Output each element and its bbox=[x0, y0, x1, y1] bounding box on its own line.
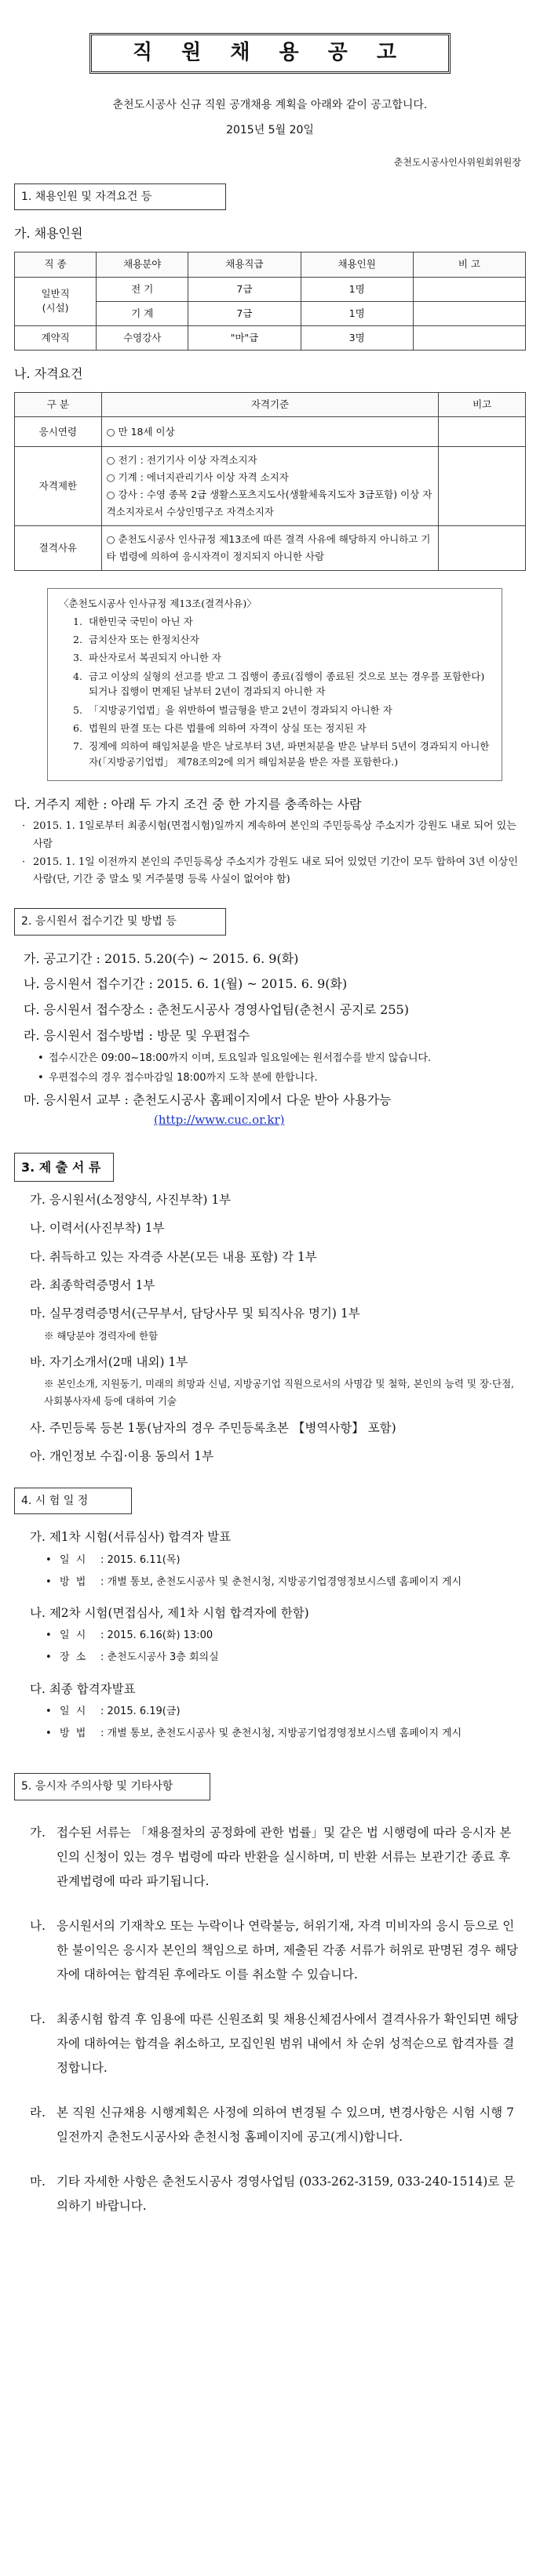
table-row bbox=[15, 277, 526, 301]
notice-date: 2015년 5월 20일 bbox=[226, 124, 314, 137]
list-item: 가. 응시원서(소정양식, 사진부착) 1부 bbox=[30, 1193, 232, 1208]
table-cell: 응시연령 bbox=[15, 417, 102, 447]
note-item: • 우편접수의 경우 접수마감일 18:00까지 도착 분에 한합니다. bbox=[38, 1071, 318, 1084]
table-cell: 7급 bbox=[188, 277, 301, 301]
info-line: 라. 응시원서 접수방법 : 방문 및 우편접수 bbox=[24, 1027, 250, 1043]
table-row bbox=[15, 447, 526, 526]
notice-title: 직 원 채 용 공 고 bbox=[89, 33, 451, 74]
section-1-heading: 1. 채용인원 및 자격요건 등 bbox=[14, 183, 226, 210]
list-item: 마. 실무경력증명서(근무부서, 담당사무 및 퇴직사유 명기) 1부 bbox=[30, 1306, 360, 1321]
table-cell: 계약직 bbox=[15, 325, 97, 350]
caution-item: 다. 최종시험 합격 후 임용에 따른 신원조회 및 채용신체검사에서 결격사유가 확인되면 해당자에 대하여는 합격을 취소하고, 모집인원 범위 내에서 차 순위 성적순으로 합격자를 결정합니다. bbox=[30, 2011, 519, 2075]
schedule-detail: • 일 시 : 2015. 6.19(금) bbox=[46, 1706, 181, 1718]
hiring-count-heading: 가. 채용인원 bbox=[14, 226, 83, 242]
table-cell bbox=[439, 417, 526, 447]
table-cell: 기 계 bbox=[97, 301, 188, 325]
list-item: 아. 개인정보 수집·이용 동의서 1부 bbox=[30, 1449, 214, 1464]
section-2-heading: 2. 응시원서 접수기간 및 방법 등 bbox=[14, 908, 226, 935]
list-note: ※ 해당분야 경력자에 한함 bbox=[44, 1329, 159, 1342]
hiring-table bbox=[14, 252, 526, 351]
table-header: 비고 bbox=[439, 393, 526, 417]
qualification-line: ○ 전기 : 전기기사 이상 자격소지자 bbox=[106, 454, 257, 467]
list-item: 1. 대한민국 국민이 아닌 자 bbox=[73, 615, 193, 627]
table-cell bbox=[413, 277, 525, 301]
list-item: 다. 취득하고 있는 자격증 사본(모든 내용 포함) 각 1부 bbox=[30, 1249, 317, 1264]
issuing-org: 춘천도시공사인사위원회위원장 bbox=[393, 156, 521, 168]
cautions bbox=[14, 1821, 526, 2218]
table-header: 채용직급 bbox=[188, 253, 301, 277]
list-item: 2. 금치산자 또는 한정치산자 bbox=[73, 634, 199, 646]
schedule-detail: • 방 법 : 개별 통보, 춘천도시공사 및 춘천시청, 지방공기업경영정보시스템 홈페이지 게시 bbox=[46, 1575, 462, 1588]
note-item: • 접수시간은 09:00~18:00까지 이며, 토요일과 일요일에는 원서접수를 받지 않습니다. bbox=[38, 1052, 432, 1064]
table-row bbox=[15, 417, 526, 447]
table-cell: 1명 bbox=[301, 277, 413, 301]
section-3-heading: 3. 제 출 서 류 bbox=[14, 1153, 114, 1182]
intro-text: 춘천도시공사 신규 직원 공개채용 계획을 아래와 같이 공고합니다. bbox=[112, 99, 428, 111]
list-item: 5. 「지방공기업법」을 위반하여 벌금형을 받고 2년이 경과되지 아니한 자 bbox=[73, 703, 392, 716]
qualification-heading: 나. 자격요건 bbox=[14, 365, 83, 381]
list-item: 6. 법원의 판결 또는 다른 법률에 의하여 자격이 상실 또는 정지된 자 bbox=[73, 721, 367, 734]
list-item: · 2015. 1. 1일로부터 최종시험(면접시험)일까지 계속하여 본인의 주민등록상 주소지가 강원도 내로 되어 있는 사람 bbox=[22, 820, 516, 850]
document-list bbox=[30, 1190, 526, 1467]
list-item: 사. 주민등록 등본 1통(남자의 경우 주민등록초본 【병역사항】 포함) bbox=[30, 1421, 396, 1436]
homepage-link[interactable]: (http://www.cuc.or.kr) bbox=[154, 1113, 285, 1128]
table-header: 직 종 bbox=[15, 253, 97, 277]
list-item: 라. 최종학력증명서 1부 bbox=[30, 1278, 155, 1293]
qualification-table bbox=[14, 392, 526, 570]
table-header: 채용분야 bbox=[97, 253, 188, 277]
list-item: 3. 파산자로서 복권되지 아니한 자 bbox=[73, 652, 221, 664]
table-cell bbox=[413, 301, 525, 325]
schedule-step: 다. 최종 합격자발표 bbox=[30, 1681, 136, 1696]
info-line: 나. 응시원서 접수기간 : 2015. 6. 1(월) ~ 2015. 6. 9(화) bbox=[24, 976, 348, 992]
section-5-heading: 5. 응시자 주의사항 및 기타사항 bbox=[14, 1773, 210, 1800]
table-cell bbox=[439, 447, 526, 526]
list-item: 4. 금고 이상의 실형의 선고를 받고 그 집행이 종료(집행이 종료된 것으로 보는 경우를 포함한다)되거나 집행이 면제된 날부터 2년이 경과되지 아니한 자 bbox=[73, 670, 485, 698]
table-cell bbox=[439, 525, 526, 570]
schedule-detail: • 방 법 : 개별 통보, 춘천도시공사 및 춘천시청, 지방공기업경영정보시스템 홈페이지 게시 bbox=[46, 1728, 462, 1740]
table-cell: 7급 bbox=[188, 301, 301, 325]
list-item: 7. 징계에 의하여 해임처분을 받은 날로부터 3년, 파면처분을 받은 날부터 5년이 경과되지 아니한 자(「지방공기업법」 제78조의2에 의거 해임처분을 받은 자를 포함한다.) bbox=[73, 740, 490, 768]
schedule-detail: • 일 시 : 2015. 6.11(목) bbox=[46, 1553, 181, 1566]
table-row bbox=[15, 325, 526, 350]
table-header: 구 분 bbox=[15, 393, 102, 417]
section-4-heading: 4. 시 험 일 정 bbox=[14, 1488, 132, 1514]
table-cell: 일반직 (시설) bbox=[15, 277, 97, 325]
caution-item: 마. 기타 자세한 사항은 춘천도시공사 경영사업팀 (033-262-3159, 033-240-1514)로 문의하기 바랍니다. bbox=[30, 2174, 516, 2213]
table-cell: 수영강사 bbox=[97, 325, 188, 350]
table-cell: ○ 만 18세 이상 bbox=[101, 417, 439, 447]
list-item: 나. 이력서(사진부착) 1부 bbox=[30, 1221, 165, 1236]
table-cell: 3명 bbox=[301, 325, 413, 350]
table-row bbox=[15, 525, 526, 570]
caution-item: 라. 본 직원 신규채용 시행계획은 사정에 의하여 변경될 수 있으며, 변경사항은 시험 시행 7일전까지 춘천도시공사와 춘천시청 홈페이지에 공고(게시)합니다. bbox=[30, 2105, 514, 2144]
application-info bbox=[24, 948, 526, 1048]
table-cell: 1명 bbox=[301, 301, 413, 325]
schedule-step: 가. 제1차 시험(서류심사) 합격자 발표 bbox=[30, 1530, 232, 1545]
list-note: ※ 본인소개, 지원동기, 미래의 희망과 신념, 지방공기업 직원으로서의 사명감 및 철학, 본인의 능력 및 장·단점, 사회봉사자세 등에 대하여 기술 bbox=[44, 1378, 515, 1408]
table-cell bbox=[413, 325, 525, 350]
table-header: 비 고 bbox=[413, 253, 525, 277]
residence-conditions bbox=[22, 818, 526, 889]
excerpt-title: 〈춘천도시공사 인사규정 제13조(결격사유)〉 bbox=[59, 597, 257, 609]
schedule-detail: • 일 시 : 2015. 6.16(화) 13:00 bbox=[46, 1630, 213, 1642]
table-cell: "마"급 bbox=[188, 325, 301, 350]
caution-item: 나. 응시원서의 기재착오 또는 누락이나 연락불능, 허위기재, 자격 미비자의 응시 등으로 인한 불이익은 응시자 본인의 책임으로 하며, 제출된 각종 서류가 허위로 판명된 경우 해당자에 대하여는 합격된 후에라도 이를 취소할 수 있습니다. bbox=[30, 1918, 519, 1982]
residence-heading: 다. 거주지 제한 : 아래 두 가지 조건 중 한 가지를 충족하는 사람 bbox=[14, 797, 362, 812]
caution-item: 가. 접수된 서류는 「채용절차의 공정화에 관한 법률」및 같은 법 시행령에 따라 응시자 본인의 신청이 있는 경우 법령에 따라 반환을 실시하며, 미 반환 서류는 보관기간 종료 후 관계법령에 따라 파기됩니다. bbox=[30, 1825, 512, 1888]
table-cell: ○ 춘천도시공사 인사규정 제13조에 따른 결격 사유에 해당하지 아니하고 기타 법령에 의하여 응시자격이 정지되지 아니한 사람 bbox=[101, 525, 439, 570]
list-item: 바. 자기소개서(2매 내외) 1부 bbox=[30, 1355, 188, 1369]
schedule-step: 나. 제2차 시험(면접심사, 제1차 시험 합격자에 한함) bbox=[30, 1605, 309, 1620]
info-line: 가. 공고기간 : 2015. 5.20(수) ~ 2015. 6. 9(화) bbox=[24, 950, 299, 966]
qualification-line: ○ 기계 : 에너지관리기사 이상 자격 소지자 bbox=[106, 471, 289, 484]
exam-schedule bbox=[30, 1528, 526, 1742]
table-cell bbox=[101, 447, 439, 526]
disqualification-excerpt bbox=[47, 588, 502, 782]
info-line: 마. 응시원서 교부 : 춘천도시공사 홈페이지에서 다운 받아 사용가능 bbox=[24, 1092, 392, 1108]
list-item: · 2015. 1. 1일 이전까지 본인의 주민등록상 주소지가 강원도 내로 되어 있었던 기간이 모두 합하여 3년 이상인 사람(단, 기간 중 말소 및 거주불명 등록 사실이 없어야 함) bbox=[22, 856, 518, 886]
table-cell: 결격사유 bbox=[15, 525, 102, 570]
schedule-detail: • 장 소 : 춘천도시공사 3층 회의실 bbox=[46, 1651, 219, 1664]
table-header: 자격기준 bbox=[101, 393, 439, 417]
table-header: 채용인원 bbox=[301, 253, 413, 277]
table-cell: 자격제한 bbox=[15, 447, 102, 526]
qualification-line: ○ 강사 : 수영 종목 2급 생활스포츠지도사(생활체육지도자 3급포함) 이상 자격소지자로서 수상인명구조 자격소지자 bbox=[106, 489, 432, 518]
info-line: 다. 응시원서 접수장소 : 춘천도시공사 경영사업팀(춘천시 공지로 255) bbox=[24, 1002, 409, 1018]
table-cell: 전 기 bbox=[97, 277, 188, 301]
